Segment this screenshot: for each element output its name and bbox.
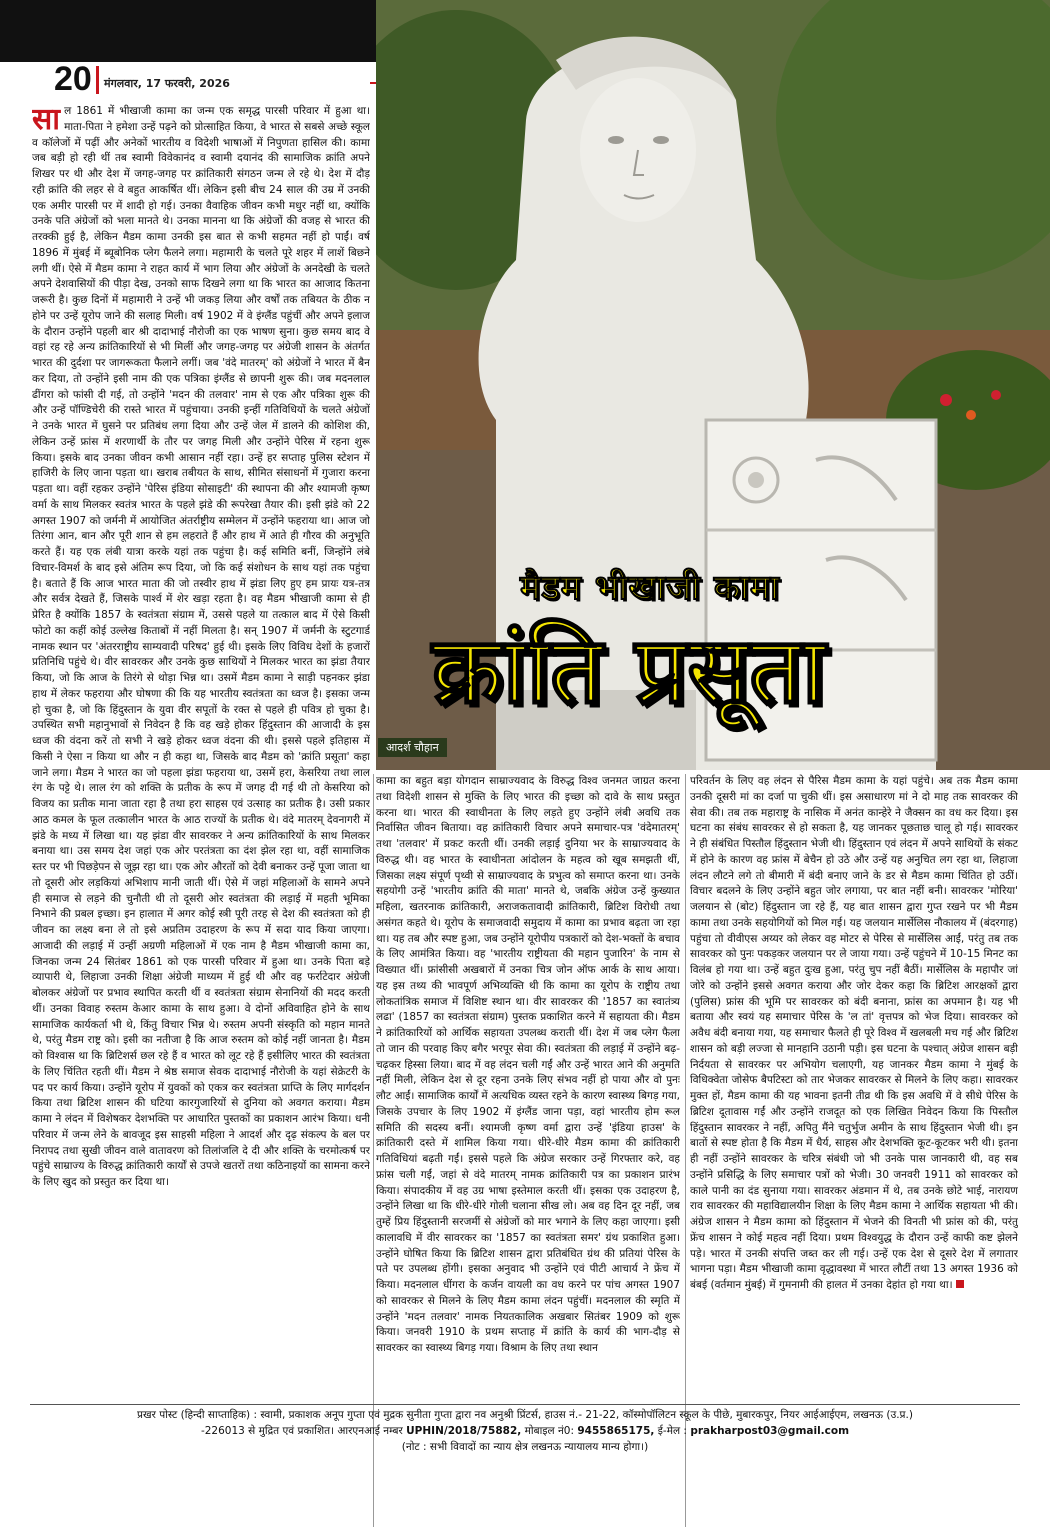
- jurisdiction-note: (नोट : सभी विवादों का न्याय क्षेत्र लखनऊ न्यायालय मान्य होगा।): [401, 1440, 649, 1453]
- imprint-footer: [60, 1408, 990, 1476]
- drop-cap: सा: [32, 104, 61, 137]
- imprint-line-2: [60, 1424, 990, 1440]
- imprint-text: -226013 से मुद्रित एवं प्रकाशित। आरएनआई नम्बर: [200, 1424, 403, 1437]
- article-subtitle: मैडम भीखाजी कामा: [520, 568, 780, 608]
- page-number-divider: [96, 66, 99, 94]
- end-mark: [956, 1280, 964, 1288]
- mobile-label: मोबाइल नं0:: [524, 1424, 574, 1437]
- imprint-line-1: प्रखर पोस्ट (हिन्दी साप्ताहिक) : स्वामी, प्रकाशक अनूप गुप्ता एवं मुद्रक सुनीता गुप्ता द्वारा नव अनुश्री प्रिंटर्स, हाउस नं.- 21-22, कॉस्मोपॉलिटन स्कूल के पीछे, मुबारकपुर, नियर आईआईएम, लखनऊ (उ.प्र.): [137, 1409, 913, 1421]
- email-label: ई-मेल :: [657, 1424, 687, 1437]
- header-band: [0, 0, 376, 62]
- article-column-1: [32, 104, 370, 1404]
- column-1-text: ल 1861 में भीखाजी कामा का जन्म एक समृद्ध पारसी परिवार में हुआ था। माता-पिता ने हमेशा उन्हें पढ़ने को प्रोत्साहित किया, वे भारत से सबसे अच्छे स्कूल व कॉलेजों में पढ़ीं और अनेकों भारतीय व विदेशी भाषाओं में निपुणता हासिल की। कामा जब बड़ी हो रही थीं तब स्वामी विवेकानंद व स्वामी दयानंद की सामाजिक क्रांति अपने शिखर पर थी और देश में जगह-जगह पर क्रांतिकारी संगठन जन्म ले रहे थे। देश में दौड़ रही क्रांति की लहर से वे बहुत आकर्षित थीं। लेकिन इसी बीच 24 साल की उम्र में उनकी एक अमीर पारसी पर में शादी हो गई। उनका वैवाहिक जीवन कभी मधुर नहीं था, क्योंकि उनके पति अंग्रेजों को भला मानते थे। उनका मानना था कि अंग्रेजों की वजह से भारत की तरक्की हुई है, लेकिन मैडम कामा उनकी इस बात से कभी सहमत नहीं हो पाईं। वर्ष 1896 में मुंबई में ब्यूबोनिक प्लेग फैलने लगा। महामारी के चलते पूरे शहर में लाशें बिछने लगी थीं। ऐसे में मैडम कामा ने राहत कार्य में भाग लिया और अंग्रेजों के अनदेखी के चलते अपने देशवासियों की पीड़ा देख, उनको साफ दिखने लगा था कि भारत का आजाद कितना जरूरी है। कुछ दिनों में महामारी ने उन्हें भी जकड़ लिया और वर्षों तक तबियत के ठीक न होने पर उन्हें यूरोप जाने की सलाह मिली। वर्ष 1902 में वे इंग्लैंड पहुंचीं और अपने इलाज के दौरान उन्होंने पहली बार श्री दादाभाई नौरोजी का एक भाषण सुना। कुछ समय बाद वे वहां रह रहे अन्य क्रांतिकारियों से भी मिलीं और जगह-जगह पर अंग्रेजी शासन के अंतर्गत भारत की दुर्दशा पर जागरूकता फैलाने लगीं। जब 'वंदे मातरम्' को अंग्रेजों ने भारत में बैन कर दिया, तो उन्होंने इसी नाम की एक पत्रिका इंग्लैंड से छापनी शुरू की। जब मदनलाल ढींगरा को फांसी दी गई, तो उन्होंने 'मदन की तलवार' नाम से एक और पत्रिका शुरू की और उन्हें पॉण्डिचेरी की रास्ते भारत में पहुंचाया। उनकी इन्हीं गतिविधियों के चलते अंग्रेजों ने उनके भारत में घुसने पर प्रतिबंध लगा दिया और उन्हें जेल में डालने की कोशिश की, लेकिन उन्हें फ्रांस में शरणार्थी के तौर पर जगह मिली और उन्होंने पेरिस में रहना शुरू किया। इसके बाद उनका जीवन कभी आसान नहीं रहा। उन्हें हर सप्ताह पुलिस स्टेशन में हाजिरी के लिए जाना पड़ता था। खराब तबीयत के साथ, सीमित संसाधनों में गुजारा करना पड़ता था। वहीं रहकर उन्होंने 'पेरिस इंडिया सोसाइटी' की स्थापना की और श्यामजी कृष्ण वर्मा के साथ मिलकर स्वतंत्र भारत के पहले झंडे की रूपरेखा तैयार की। इसी झंडे को 22 अगस्त 1907 को जर्मनी में आयोजित अंतर्राष्ट्रीय सम्मेलन में उन्होंने फहराया था। आज जो तिरंगा आन, बान और पूरी शान से हम लहराते हैं और हाथ में आते ही गौरव की अनुभूति करते हैं। यह एक लंबी यात्रा करके यहां तक पहुंचा है। कई समिति बनीं, जिन्होंने लंबे विचार-विमर्श के बाद इसे अंतिम रूप दिया, जो कि कई संशोधन के साथ यहां तक पहुंचा है। बताते हैं कि आज भारत माता की जो तस्वीर हाथ में झंडा लिए हुए हम प्रायः यत्र-तत्र और सर्वत्र देखते हैं, जिसके पार्श्व में शेर खड़ा रहता है। वह मैडम भीखाजी कामा से ही प्रेरित है क्योंकि 1857 के स्वतंत्रता संग्राम में, उससे पहले या तत्काल बाद में ऐसे किसी फोटो का कहीं कोई उल्लेख किताबों में नहीं मिलता है। सन् 1907 में जर्मनी के स्टुटगार्ड नामक स्थान पर 'अंतरराष्ट्रीय साम्यवादी परिषद' हुई थी। इसके लिए विविध देशों के हजारों प्रतिनिधि पहुंचे थे। वीर सावरकर और उनके कुछ साथियों ने मिलकर भारत का झंडा तैयार किया, जो कि आज के तिरंगे से थोड़ा भिन्न था। उसमें मैडम कामा ने साड़ी पहनकर झंडा हाथ में लेकर फहराया और घोषणा की कि यह भारतीय स्वतंत्रता का ध्वज है। इसका जन्म हो चुका है, जो कि हिंदुस्तान के युवा वीर सपूतों के रक्त से पहले ही पवित्र हो चुका है। उपस्थित सभी महानुभावों से निवेदन है कि वह खड़े होकर हिंदुस्तान की आजादी के इस ध्वज की वंदना करें तो सभी ने खड़े होकर ध्वज वंदना की थी। इससे पहले इतिहास में किसी ने ऐसा न किया था और न ही कहा था, जिसके बाद मैडम को 'क्रांति प्रसूता' कहा जाने लगा। मैडम ने भारत का जो पहला झंडा फहराया था, उसमें हरा, केसरिया तथा लाल रंग के पट्टे थे। लाल रंग को शक्ति के प्रतीक के रूप में जगह दी गई थी तो केसरिया को विजय का प्रतीक माना जाता रहा है तथा हरा साहस एवं उत्साह का प्रतीक है। उसी प्रकार आठ कमल के फूल तत्कालीन भारत के आठ राज्यों के प्रतीक थे। वंदे मातरम् देवनागरी में झंडे के मध्य में लिखा था। यह झंडा वीर सावरकर ने अन्य क्रांतिकारियों के साथ मिलकर बनाया था। उस समय देश जहां एक ओर परतंत्रता का दंश झेल रहा था, वहीं सामाजिक स्तर पर भी पिछड़ेपन से जूझ रहा था। एक ओर औरतों को देवी बनाकर उन्हें पूजा जाता था तो दूसरी ओर लड़कियां अभिशाप मानी जाती थीं। ऐसे में जहां महिलाओं के सामने अपने ही समाज से लड़ने की चुनौती थी तो दूसरी ओर स्वतंत्रता की लड़ाई में महती भूमिका निभाने की प्रबल इच्छा। इन हालात में अगर कोई स्त्री पूरी तरह से देश की स्वतंत्रता को ही जीवन का लक्ष्य बना ले तो इसे अप्रतिम उदाहरण के रूप में सदा याद किया जाएगा। आजादी की लड़ाई में उन्हीं अग्रणी महिलाओं में एक नाम है मैडम भीखाजी कामा का, जिनका जन्म 24 सितंबर 1861 को एक पारसी परिवार में हुआ था। उनके पिता बड़े व्यापारी थे, लिहाजा उनकी शिक्षा अंग्रेजी माध्यम में हुई थी और वह फर्राटेदार अंग्रेजी बोलकर अंग्रेजों पर प्रभाव स्थापित करती थीं व स्वतंत्रता संग्राम सेनानियों की मदद करती थीं। उनका विवाह रुस्तम केआर कामा के साथ हुआ। वे दोनों अविवाहित होने के साथ सामाजिक कार्यकर्ता भी थे, किंतु विचार भिन्न थे। रुस्तम अपनी संस्कृति को महान मानते थे, परंतु मैडम राष्ट्र को। इसी का नतीजा है कि आज रुस्तम को कोई नहीं जानता है। मैडम को विश्वास था कि ब्रिटिशर्स छल रहे हैं व भारत को लूट रहे हैं इसीलिए भारत की स्वतंत्रता के लिए चिंतित रहती थीं। मैडम ने श्रेष्ठ समाज सेवक दादाभाई नौरोजी के यहां सेक्रेटरी के पद पर कार्य किया। उन्होंने यूरोप में युवकों को एकत्र कर स्वतंत्रता प्राप्ति के लिए मार्गदर्शन किया तथा ब्रिटिश शासन की घटिया कारगुजारियों से दुनिया को अवगत कराया। मैडम कामा ने लंदन में विशेषकर देशभक्ति पर आधारित पुस्तकों का प्रकाशन आरंभ किया। धनी परिवार में जन्म लेने के बावजूद इस साहसी महिला ने आदर्श और दृढ़ संकल्प के बल पर निरापद तथा सुखी जीवन वाले वातावरण को तिलांजलि दे दी और शक्ति के चरमोत्कर्ष पर पहुंचे साम्राज्य के विरुद्ध क्रांतिकारी कार्यों से उपजे खतरों तथा कठिनाइयों का सामना करने के लिए खुद को प्रस्तुत कर दिया था।: [32, 105, 370, 1188]
- page-number: 20: [54, 60, 92, 98]
- article-title: क्रांति प्रसूता: [432, 617, 826, 724]
- mobile-number: 9455865175,: [577, 1424, 655, 1437]
- email-address[interactable]: prakharpost03@gmail.com: [690, 1424, 850, 1437]
- issue-date: मंगलवार, 17 फरवरी, 2026: [104, 77, 230, 90]
- author-credit: आदर्श चौहान: [378, 738, 447, 757]
- column-3-text: परिवर्तन के लिए वह लंदन से पैरिस मैडम कामा के यहां पहुंचे। अब तक मैडम कामा उनकी दूसरी मां का दर्जा पा चुकी थीं। इस असाधारण मां ने दो माह तक सावरकर की सेवा की। तब तक महाराष्ट्र के नासिक में अनंत कान्हेरे ने जैक्सन का वध कर दिया। इस घटना का संबंध सावरकर से हो सकता है, यह जानकर पूछताछ चालू हो गई। सावरकर ने ही संबंधित पिस्तौल हिंदुस्तान भेजी थी। हिंदुस्तान एवं लंदन में अपने साथियों के संकट में होने के कारण वह फ्रांस में बेचैन हो उठे और उन्हें यह अनुचित लग रहा था, लिहाजा लंदन लौटने लगे तो बीमारी में बंदी बनाए जाने के डर से मैडम कामा चिंतित हो उठीं। विचार बदलने के लिए उन्होंने बहुत जोर लगाया, पर बात नहीं बनी। सावरकर 'मोरिया' जलयान से (बोट) हिंदुस्तान जा रहे हैं, यह बात शासन द्वारा गुप्त रखने पर भी मैडम कामा तथा उनके सहयोगियों को मिल गई। यह जलयान मार्सेलिस नौकालय में (बंदरगाह) पहुंचा तो वीवीएस अय्यर को लेकर वह मोटर से पेरिस से मार्सेलिस आईं, परंतु तब तक सावरकर को पुनः पकड़कर जलयान पर ले जाया गया। उन्हें पहुंचने में 10-15 मिनट का विलंब हो गया था। उन्हें बहुत दुःख हुआ, परंतु चुप नहीं बैठीं। मार्सेलिस के महापौर जां जोरे को उन्होंने इससे अवगत कराया और जोर देकर कहा कि ब्रिटिश आरक्षकों द्वारा (पुलिस) फ्रांस की भूमि पर सावरकर को बंदी बनाना, फ्रांस का अपमान है। यह भी बताया और स्वयं यह समाचार पेरिस के 'ल तां' वृत्तपत्र को भेज दिया। सावरकर को अवैध बंदी बनाया गया, यह समाचार फैलते ही पूरे विश्व में खलबली मच गई और ब्रिटिश शासन को बड़ी लज्जा से मानहानि उठानी पड़ी। इस घटना के पश्चात् अंग्रेज शासन बड़ी निर्दयता से सावरकर पर अभियोग चलाएगी, यह जानकर मैडम कामा ने मुंबई के विधिक्वेता जोसेफ बैपटिस्टा को तार भेजकर सावरकर से मिलने के लिए कहा। सावरकर मुक्त हों, मैडम कामा की यह भावना इतनी तीव्र थी कि इस अवधि में वे सीधे पेरिस के ब्रिटिश दूतावास गईं और उन्होंने राजदूत को एक लिखित निवेदन किया कि पिस्तौल हिंदुस्तान सावरकर ने नहीं, अपितु मैंने चतुर्भुज अमीन के साथ हिंदुस्तान भेजी थी। इन बातों से स्पष्ट होता है कि मैडम में धैर्य, साहस और देशभक्ति कूट-कूटकर भरी थी। इतना ही नहीं उन्होंने सावरकर के चरित्र संबंधी जो भी उनके पास जानकारी थी, वह सब उन्होंने प्रसिद्धि के लिए समाचार पत्रों को भेजी। 30 जनवरी 1911 को सावरकर को काले पानी का दंड सुनाया गया। सावरकर अंडमान में थे, तब उनके छोटे भाई, नारायण राव सावरकर की महाविद्यालयीन शिक्षा के लिए मैडम कामा ने आर्थिक सहायता भी की। अंग्रेज शासन ने मैडम कामा को हिंदुस्तान में भेजने की विनती भी फ्रांस को की, परंतु फ्रेंच शासन ने कोई महत्व नहीं दिया। प्रथम विश्वयुद्ध के दौरान उन्हें काफी कष्ट झेलने पड़े। भारत में उनकी संपत्ति जब्त कर ली गई। उन्हें एक देश से दूसरे देश में लगातार भागना पड़ा। मैडम भीखाजी कामा वृद्धावस्था में भारत लौटीं तथा 13 अगस्त 1936 को बंबई (वर्तमान मुंबई) में गुमनामी की हालत में उनका देहांत हो गया था।: [690, 775, 1018, 1291]
- column-2-text: कामा का बहुत बड़ा योगदान साम्राज्यवाद के विरुद्ध विश्व जनमत जाग्रत करना तथा विदेशी शासन से मुक्ति के लिए भारत की इच्छा को दावे के साथ प्रस्तुत करना था। भारत की स्वाधीनता के लिए लड़ते हुए उन्होंने लंबी अवधि तक निर्वासित जीवन बिताया। वह क्रांतिकारी विचार अपने समाचार-पत्र 'वंदेमातरम्' तथा 'तलवार' में प्रकट करती थीं। उनकी लड़ाई दुनिया भर के साम्राज्यवाद के विरुद्ध थी। वह भारत के स्वाधीनता आंदोलन के महत्व को खूब समझती थीं, जिसका लक्ष्य संपूर्ण पृथ्वी से साम्राज्यवाद के प्रभुत्व को समाप्त करना था। उनके सहयोगी उन्हें 'भारतीय क्रांति की माता' मानते थे, जबकि अंग्रेज उन्हें कुख्यात महिला, खतरनाक क्रांतिकारी, अराजकतावादी क्रांतिकारी, ब्रिटिश विरोधी तथा असंगत कहते थे। यूरोप के समाजवादी समुदाय में कामा का प्रभाव बढ़ता जा रहा था। यह तब और स्पष्ट हुआ, जब उन्होंने यूरोपीय पत्रकारों को देश-भक्तों के बचाव के लिए आमंत्रित किया। वह 'भारतीय राष्ट्रीयता की महान पुजारिन' के नाम से विख्यात थीं। फ्रांसीसी अखबारों में उनका चित्र जोन ऑफ आर्क के साथ आया। यह इस तथ्य की भावपूर्ण अभिव्यक्ति थी कि कामा का यूरोप के राष्ट्रीय तथा लोकतांत्रिक समाज में विशिष्ट स्थान था। वीर सावरकर की '1857 का स्वातंत्र्य लढा' (1857 का स्वतंत्रता संग्राम) पुस्तक प्रकाशित करने में सहायता की। मैडम ने क्रांतिकारियों को आर्थिक सहायता उपलब्ध कराती थीं। देश में जब प्लेग फैला तो जान की परवाह किए बगैर भरपूर सेवा की। स्वतंत्रता की लड़ाई में उन्होंने बढ़-चढ़कर हिस्सा लिया। बाद में वह लंदन चली गईं और उन्हें भारत आने की अनुमति नहीं मिली, लेकिन देश से दूर रहना उनके लिए संभव नहीं हो पाया और वो पुनः लौट आईं। सामाजिक कार्यों में अत्यधिक व्यस्त रहने के कारण स्वास्थ्य बिगड़ गया, जिसके उपचार के लिए 1902 में इंग्लैंड जाना पड़ा, वहां भारतीय होम रूल समिति की सदस्य बनीं। श्यामजी कृष्ण वर्मा द्वारा उन्हें 'इंडिया हाउस' के क्रांतिकारी दस्ते में शामिल किया गया। धीरे-धीरे मैडम कामा की क्रांतिकारी गतिविधियां बढ़ती गईं। इससे पहले कि अंग्रेज सरकार उन्हें गिरफ्तार करे, वह फ्रांस चली गईं, जहां से वंदे मातरम् नामक क्रांतिकारी पत्र का प्रकाशन प्रारंभ किया। संपादकीय में वह उग्र भाषा इस्तेमाल करती थीं। इसका एक उदाहरण है, उन्होंने लिखा था कि धीरे-धीरे गोली चलाना सीख लो। अब वह दिन दूर नहीं, जब तुम्हें प्रिय हिंदुस्तानी सरजमीं से अंग्रेजों को मार भगाने के लिए कहा जाएगा। इसी कालावधि में वीर सावरकर का '1857 का स्वतंत्रता समर' ग्रंथ प्रकाशित हुआ। उन्होंने घोषित किया कि ब्रिटिश शासन द्वारा प्रतिबंधित ग्रंथ की प्रतियां पेरिस के पते पर उपलब्ध होंगी। इसका अनुवाद भी उन्होंने एवं पीटी आचार्य ने फ्रेंच में किया। मदनलाल धींगरा के कर्जन वायली का वध करने पर पांच अगस्त 1907 को सावरकर से मिलने के लिए मैडम कामा लंदन पहुंचीं। मदनलाल की स्मृति में उन्होंने 'मदन तलवार' नामक नियतकालिक अखबार सितंबर 1909 को शुरू किया। जनवरी 1910 के प्रथम सप्ताह में क्रांति के कार्य की भाग-दौड़ से सावरकर का स्वास्थ्य बिगड़ गया। विश्राम के लिए तथा स्थान: [376, 775, 680, 1354]
- footer-rule: [30, 1404, 1020, 1405]
- rni-number: UPHIN/2018/75882,: [406, 1424, 522, 1437]
